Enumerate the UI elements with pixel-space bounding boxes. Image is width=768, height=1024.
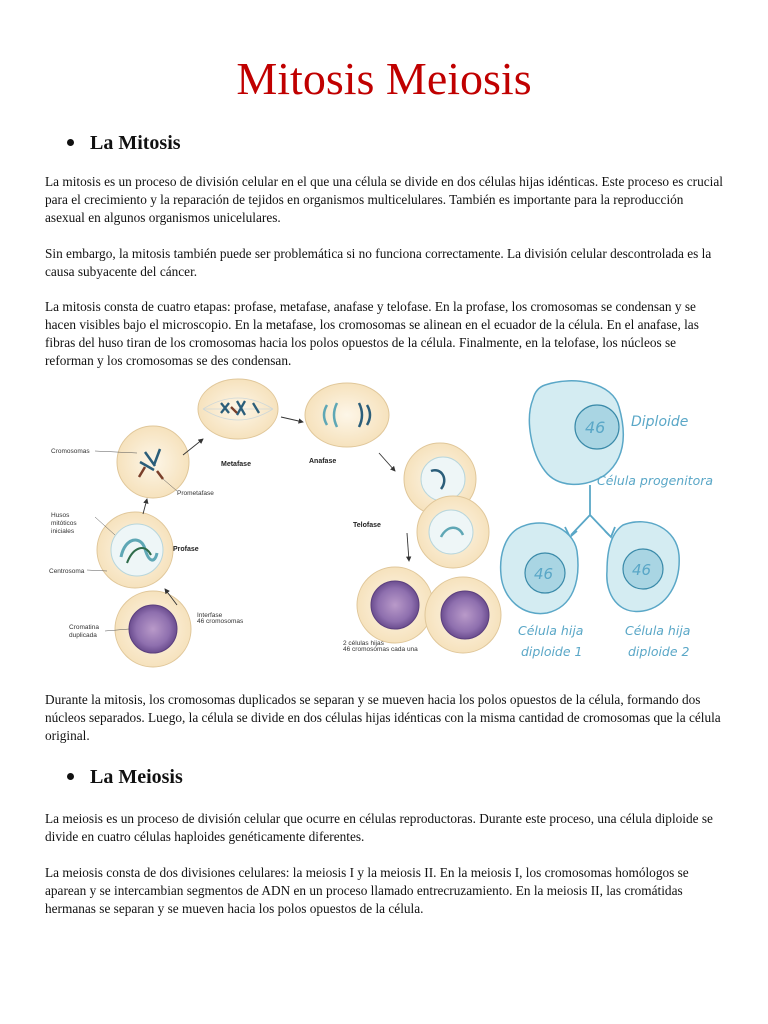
label-husos-1: Husos: [51, 512, 70, 519]
child1-count: 46: [534, 565, 554, 583]
label-cromatina-1: Cromatina: [69, 624, 99, 631]
label-hija1-2: diploide 1: [521, 644, 583, 659]
label-husos-3: iniciales: [51, 528, 75, 535]
section-heading-meiosis: [67, 766, 183, 789]
label-cromatina-2: duplicada: [69, 632, 97, 639]
mitosis-paragraph-2: Sin embargo, la mitosis también puede ser problemática si no funciona correctamente. La división celular descontrolada es la causa subyacente del cáncer.: [45, 246, 712, 279]
anafase-cell: [305, 383, 389, 447]
meiosis-paragraph-1: La meiosis es un proceso de división celular que ocurre en células reproductoras. Durante este proceso, una célula diploide se divide en cuatro células haploides genéticamente diferentes.: [45, 811, 713, 844]
label-prometafase: Prometafase: [177, 490, 214, 497]
label-centrosoma: Centrosoma: [49, 568, 85, 575]
bullet-icon: [67, 773, 74, 780]
label-hija2-2: diploide 2: [628, 644, 690, 659]
label-hijas-2: 46 cromosomas cada una: [343, 646, 418, 653]
bullet-icon: [67, 139, 74, 146]
label-telofase: Telofase: [353, 522, 381, 529]
label-hija2-1: Célula hija: [625, 623, 691, 638]
mitosis-paragraph-4: Durante la mitosis, los cromosomas duplicados se separan y se mueven hacia los polos opuestos de la célula, formando dos núcleos separados. Luego, la célula se divide en dos células hijas idénticas con la misma cantidad de cromosomas que la célula original.: [45, 692, 721, 743]
mitosis-paragraph-3: La mitosis consta de cuatro etapas: profase, metafase, anafase y telofase. En la profase, los cromosomas se condensan y se hacen visibles bajo el microscopio. En la metafase, los cromosomas se alinean en el ecuador de la célula. En el anafase, las fibras del huso tiran de los cromosomas hacia los polos opuestos de la célula. Finalmente, en la telofase, los núcleos se reforman y los cromosomas se des condensan.: [45, 299, 699, 368]
label-interfase: Interfase: [197, 612, 223, 619]
label-hijas-1: 2 células hijas: [343, 640, 384, 647]
mitosis-figure: [45, 367, 718, 672]
meiosis-paragraph-2: La meiosis consta de dos divisiones celulares: la meiosis I y la meiosis II. En la meiosis I, los cromosomas homólogos se aparean y se intercambian segmentos de ADN en un proceso llamado entrecruzamiento. En la meiosis II, las cromátidas hermanas se separan y se mueven hacia los polos opuestos de la célula.: [45, 865, 689, 916]
section-heading-meiosis-text: La Meiosis: [90, 766, 183, 788]
label-hija1-1: Célula hija: [518, 623, 584, 638]
child2-count: 46: [632, 561, 652, 579]
label-profase: Profase: [173, 546, 199, 553]
section-heading-mitosis: [67, 132, 181, 155]
mitosis-paragraph-1: La mitosis es un proceso de división celular en el que una célula se divide en dos células hijas idénticas. Este proceso es crucial para el crecimiento y la reparación de tejidos en organismos multicelulares. También es importante para la reproducción asexual en algunos organismos unicelulares.: [45, 174, 723, 225]
label-metafase: Metafase: [221, 461, 251, 468]
label-husos-2: mitóticos: [51, 520, 77, 527]
label-interfase-count: 46 cromosomas: [197, 618, 244, 625]
split-arrow: [571, 485, 609, 535]
label-cromosomas: Cromosomas: [51, 448, 90, 455]
mitosis-diagram: [45, 367, 718, 672]
label-progenitora: Célula progenitora: [597, 473, 714, 488]
diploid-diagram: [501, 381, 713, 659]
label-anafase: Anafase: [309, 458, 337, 465]
interfase-nucleus: [129, 605, 177, 653]
parent-count: 46: [585, 418, 606, 437]
page-title: Mitosis Meiosis: [236, 53, 532, 104]
label-diploide: Diploide: [631, 414, 689, 430]
section-heading-mitosis-text: La Mitosis: [90, 132, 181, 154]
mitosis-stages: [87, 379, 501, 667]
